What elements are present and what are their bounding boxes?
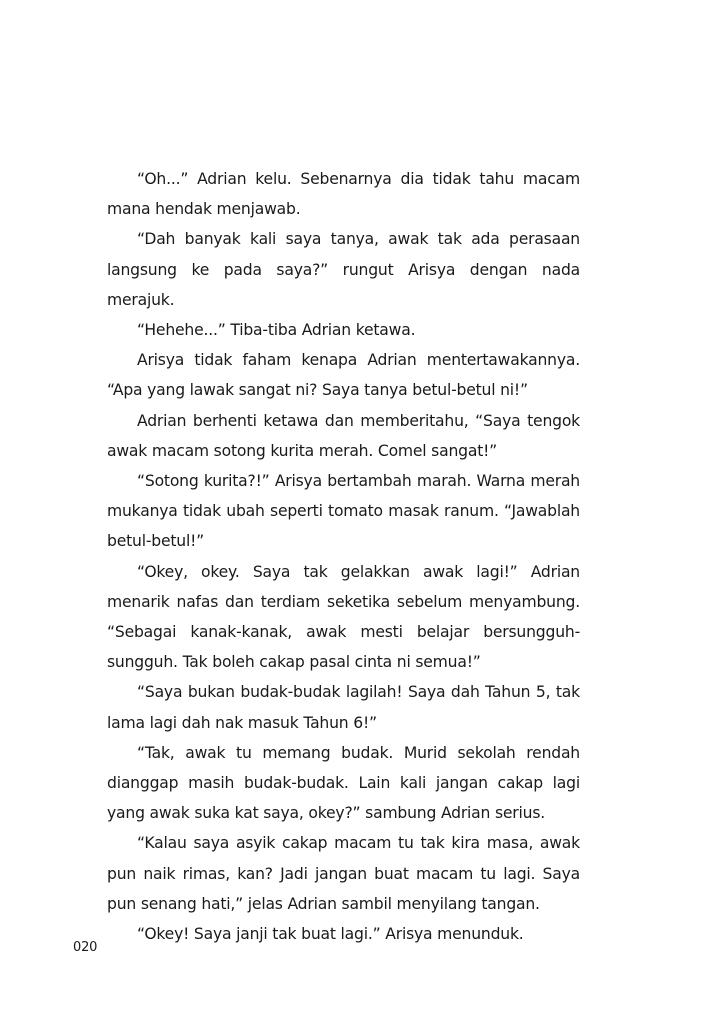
story-text (107, 164, 580, 949)
paragraph: “Okey, okey. Saya tak gelakkan awak lagi!” Adrian menarik nafas dan terdiam seketika sebelum menyambung. “Sebagai kanak-kanak, awak mesti belajar bersungguh-sungguh. Tak boleh cakap pasal cinta ni semua!” (107, 562, 580, 672)
paragraph: “Dah banyak kali saya tanya, awak tak ada perasaan langsung ke pada saya?” rungut Arisya dengan nada merajuk. (107, 230, 580, 309)
paragraph: “Saya bukan budak-budak lagilah! Saya dah Tahun 5, tak lama lagi dah nak masuk Tahun 6!” (107, 683, 580, 732)
paragraph: “Hehehe...” Tiba-tiba Adrian ketawa. (137, 321, 416, 340)
paragraph: “Okey! Saya janji tak buat lagi.” Arisya menunduk. (137, 925, 524, 944)
paragraph: “Oh...” Adrian kelu. Sebenarnya dia tidak tahu macam mana hendak menjawab. (107, 170, 580, 219)
paragraph: “Sotong kurita?!” Arisya bertambah marah. Warna merah mukanya tidak ubah seperti tomato masak ranum. “Jawablah betul-betul!” (107, 472, 580, 551)
page-number: 020 (73, 940, 98, 955)
paragraph: “Kalau saya asyik cakap macam tu tak kira masa, awak pun naik rimas, kan? Jadi jangan buat macam tu lagi. Saya pun senang hati,” jelas Adrian sambil menyilang tangan. (107, 834, 580, 913)
paragraph: “Tak, awak tu memang budak. Murid sekolah rendah dianggap masih budak-budak. Lain kali jangan cakap lagi yang awak suka kat saya, okey?” sambung Adrian serius. (107, 743, 580, 823)
paragraph: Adrian berhenti ketawa dan memberitahu, “Saya tengok awak macam sotong kurita merah. Comel sangat!” (107, 411, 580, 460)
paragraph: Arisya tidak faham kenapa Adrian mentertawakannya. “Apa yang lawak sangat ni? Saya tanya betul-betul ni!” (107, 351, 580, 400)
